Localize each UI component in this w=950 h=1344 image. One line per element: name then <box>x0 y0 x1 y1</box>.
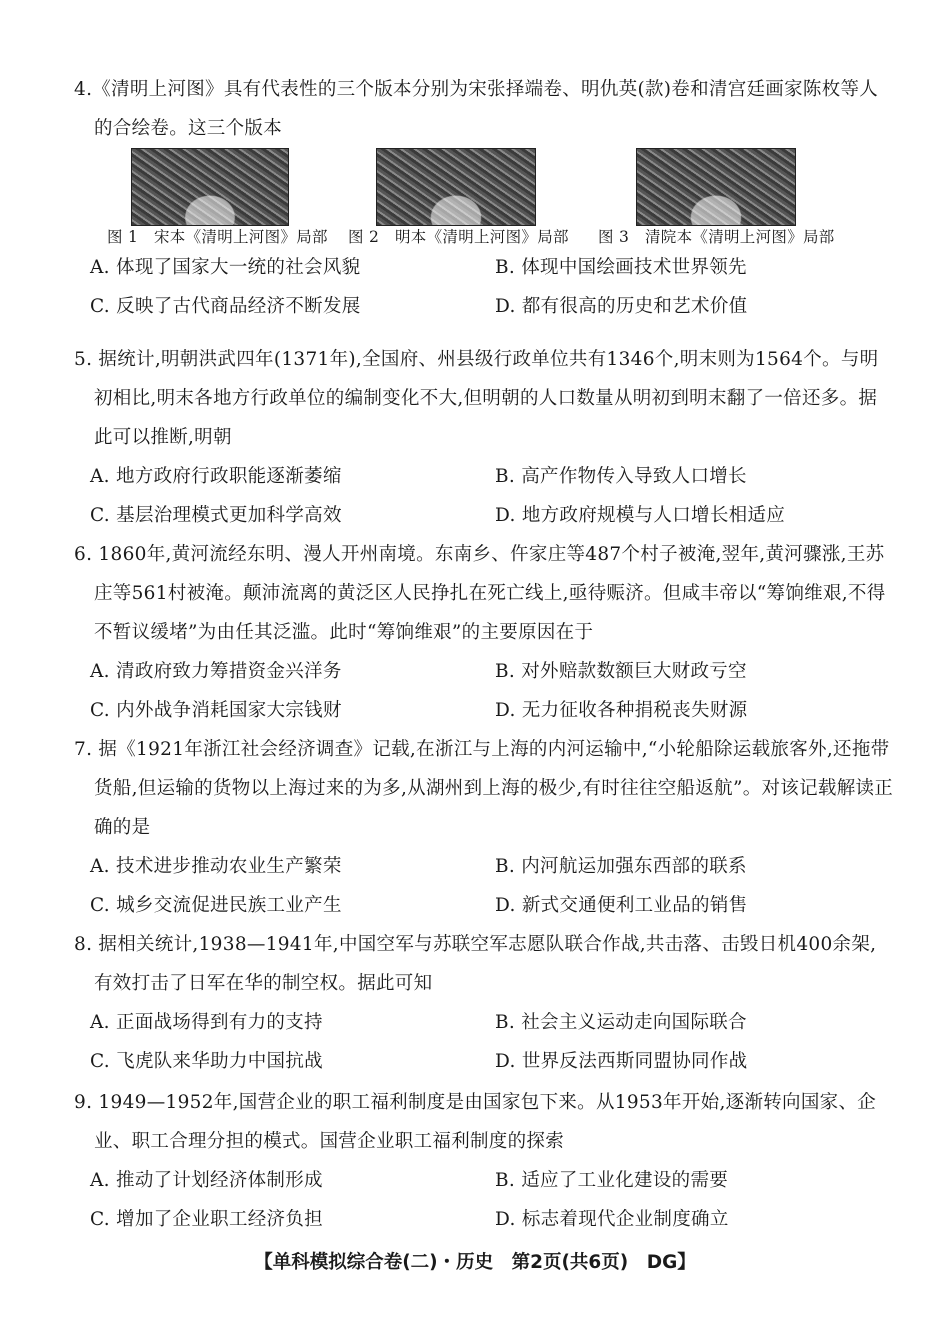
option-b[interactable]: B. 社会主义运动走向国际联合 <box>495 1012 747 1033</box>
question-8 <box>74 925 894 1081</box>
page-footer: 【单科模拟综合卷(二)・历史 第2页(共6页) DG】 <box>254 1252 696 1273</box>
option-d[interactable]: D. 标志着现代企业制度确立 <box>495 1209 729 1230</box>
question-7-options <box>90 847 894 925</box>
option-c[interactable]: C. 城乡交流促进民族工业产生 <box>90 895 342 916</box>
option-a[interactable]: A. 技术进步推动农业生产繁荣 <box>90 856 342 877</box>
question-7 <box>74 730 894 925</box>
option-d[interactable]: D. 无力征收各种捐税丧失财源 <box>495 700 748 721</box>
option-a[interactable]: A. 体现了国家大一统的社会风貌 <box>90 257 361 278</box>
option-d[interactable]: D. 地方政府规模与人口增长相适应 <box>495 505 786 526</box>
option-d[interactable]: D. 新式交通便利工业品的销售 <box>495 895 748 916</box>
option-c[interactable]: C. 基层治理模式更加科学高效 <box>90 505 342 526</box>
option-a[interactable]: A. 清政府致力筹措资金兴洋务 <box>90 661 342 682</box>
option-c[interactable]: C. 反映了古代商品经济不断发展 <box>90 296 361 317</box>
figure-1-image <box>131 148 289 226</box>
question-4-stem: 4.《清明上河图》具有代表性的三个版本分别为宋张择端卷、明仇英(款)卷和清宫廷画家陈枚等人的合绘卷。这三个版本 <box>74 79 879 139</box>
option-c[interactable]: C. 增加了企业职工经济负担 <box>90 1209 323 1230</box>
question-4-figures <box>74 148 894 248</box>
question-4 <box>74 70 894 326</box>
figure-2 <box>348 148 569 246</box>
question-5-stem: 5. 据统计,明朝洪武四年(1371年),全国府、州县级行政单位共有1346个,明末则为1564个。与明初相比,明末各地方行政单位的编制变化不大,但明朝的人口数量从明初到明末翻了一倍还多。据此可以推断,明朝 <box>74 349 879 448</box>
figure-2-image <box>376 148 536 226</box>
option-d[interactable]: D. 世界反法西斯同盟协同作战 <box>495 1051 748 1072</box>
question-6 <box>74 535 894 730</box>
option-a[interactable]: A. 地方政府行政职能逐渐萎缩 <box>90 466 342 487</box>
figure-3-caption: 图 3 清院本《清明上河图》局部 <box>598 228 835 246</box>
figure-1-caption: 图 1 宋本《清明上河图》局部 <box>107 228 328 246</box>
question-5 <box>74 340 894 535</box>
question-9-stem: 9. 1949—1952年,国营企业的职工福利制度是由国家包下来。从1953年开始,逐渐转向国家、企业、职工合理分担的模式。国营企业职工福利制度的探索 <box>74 1092 877 1152</box>
option-b[interactable]: B. 体现中国绘画技术世界领先 <box>495 257 747 278</box>
option-b[interactable]: B. 高产作物传入导致人口增长 <box>495 466 747 487</box>
question-6-options <box>90 652 894 730</box>
question-5-options <box>90 457 894 535</box>
question-8-stem: 8. 据相关统计,1938—1941年,中国空军与苏联空军志愿队联合作战,共击落、击毁日机400余架,有效打击了日军在华的制空权。据此可知 <box>74 934 877 994</box>
question-7-stem: 7. 据《1921年浙江社会经济调查》记载,在浙江与上海的内河运输中,“小轮船除运载旅客外,还拖带货船,但运输的货物以上海过来的为多,从湖州到上海的极少,有时往往空船返航”。对该记载解读正确的是 <box>74 739 894 838</box>
option-c[interactable]: C. 飞虎队来华助力中国抗战 <box>90 1051 323 1072</box>
question-9 <box>74 1083 894 1239</box>
question-6-stem: 6. 1860年,黄河流经东明、漫人开州南境。东南乡、仵家庄等487个村子被淹,翌年,黄河骤涨,王苏庄等561村被淹。颠沛流离的黄泛区人民挣扎在死亡线上,亟待赈济。但咸丰帝以“筹饷维艰,不得不暂议缓堵”为由任其泛滥。此时“筹饷维艰”的主要原因在于 <box>74 544 886 643</box>
figure-2-caption: 图 2 明本《清明上河图》局部 <box>348 228 569 246</box>
option-a[interactable]: A. 推动了计划经济体制形成 <box>90 1170 323 1191</box>
question-4-options <box>90 248 894 326</box>
option-b[interactable]: B. 适应了工业化建设的需要 <box>495 1170 729 1191</box>
question-9-options <box>90 1161 894 1239</box>
figure-3-image <box>636 148 796 226</box>
question-8-options <box>90 1003 894 1081</box>
figure-1 <box>107 148 328 246</box>
option-b[interactable]: B. 对外赔款数额巨大财政亏空 <box>495 661 747 682</box>
option-d[interactable]: D. 都有很高的历史和艺术价值 <box>495 296 748 317</box>
option-c[interactable]: C. 内外战争消耗国家大宗钱财 <box>90 700 342 721</box>
figure-3 <box>598 148 835 246</box>
option-a[interactable]: A. 正面战场得到有力的支持 <box>90 1012 323 1033</box>
option-b[interactable]: B. 内河航运加强东西部的联系 <box>495 856 747 877</box>
